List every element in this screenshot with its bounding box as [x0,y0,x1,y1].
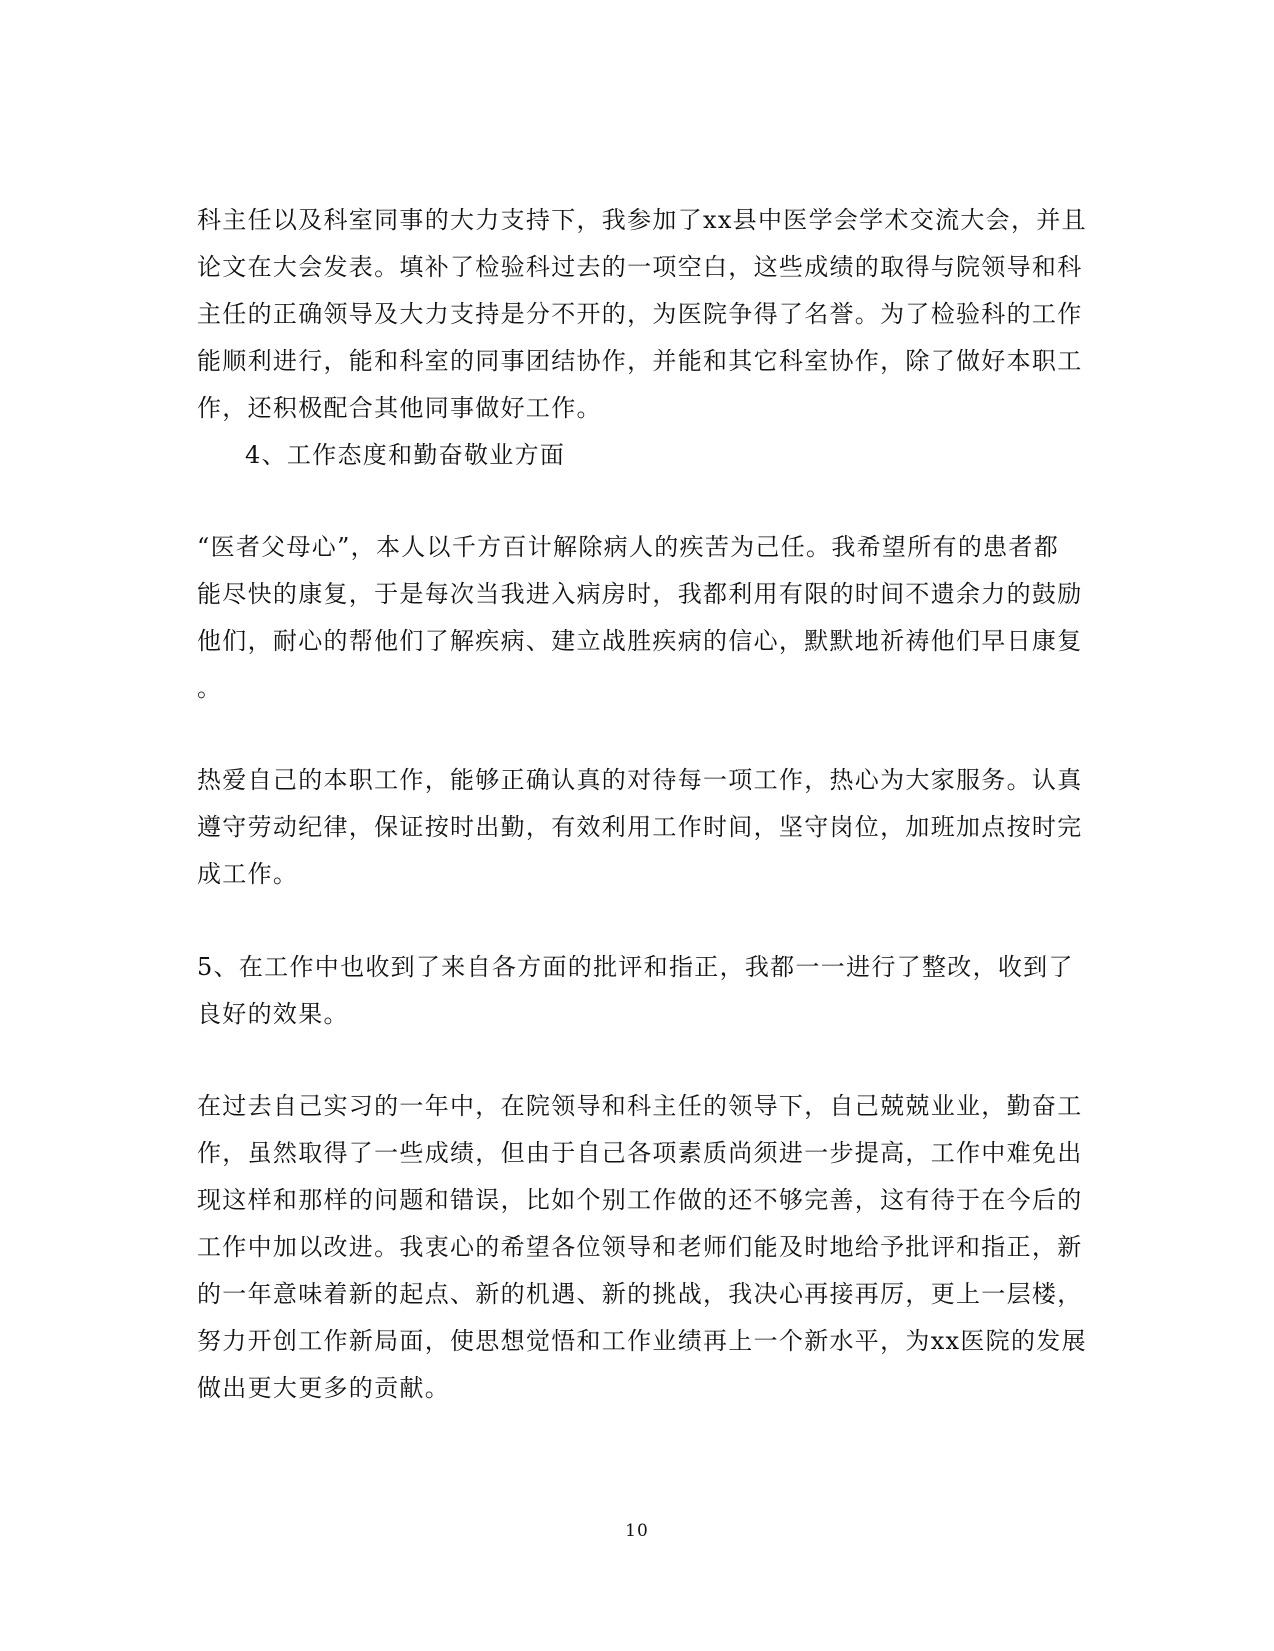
paragraph-2-line-1: “医者父母心”，本人以千方百计解除病人的疾苦为己任。我希望所有的患者都 [197,533,1060,561]
paragraph-3-line-3: 成工作。 [197,860,299,888]
paragraph-5-line-1: 在过去自己实习的一年中，在院领导和科主任的领导下，自己兢兢业业，勤奋工 [197,1092,1083,1120]
page-number: 10 [625,1521,649,1541]
paragraph-1-line-3: 主任的正确领导及大力支持是分不开的，为医院争得了名誉。为了检验科的工作 [197,300,1083,328]
paragraph-1-line-5: 作，还积极配合其他同事做好工作。 [197,394,602,422]
paragraph-5-line-5: 的一年意味着新的起点、新的机遇、新的挑战，我决心再接再厉，更上一层楼， [197,1280,1083,1308]
paragraph-2-line-3: 他们，耐心的帮他们了解疾病、建立战胜疾病的信心，默默地祈祷他们早日康复 [197,627,1083,655]
section-heading-4: 4、工作态度和勤奋敬业方面 [245,441,566,469]
paragraph-5-line-2: 作，虽然取得了一些成绩，但由于自己各项素质尚须进一步提高，工作中难免出 [197,1139,1083,1167]
paragraph-1-line-1: 科主任以及科室同事的大力支持下，我参加了xx县中医学会学术交流大会，并且 [197,206,1087,234]
paragraph-2-line-4: 。 [197,674,223,702]
paragraph-5-line-7: 做出更大更多的贡献。 [197,1374,450,1402]
paragraph-5-line-6: 努力开创工作新局面，使思想觉悟和工作业绩再上一个新水平，为xx医院的发展 [197,1327,1087,1355]
paragraph-3-line-2: 遵守劳动纪律，保证按时出勤，有效利用工作时间，坚守岗位，加班加点按时完 [197,813,1083,841]
paragraph-4-line-2: 良好的效果。 [197,1000,349,1028]
paragraph-2-line-2: 能尽快的康复，于是每次当我进入病房时，我都利用有限的时间不遗余力的鼓励 [197,580,1083,608]
paragraph-1-line-2: 论文在大会发表。填补了检验科过去的一项空白，这些成绩的取得与院领导和科 [197,253,1083,281]
paragraph-3-line-1: 热爱自己的本职工作，能够正确认真的对待每一项工作，热心为大家服务。认真 [197,766,1083,794]
paragraph-1-line-4: 能顺利进行，能和科室的同事团结协作，并能和其它科室协作，除了做好本职工 [197,347,1083,375]
paragraph-4-line-1: 5、在工作中也收到了来自各方面的批评和指正，我都一一进行了整改，收到了 [197,953,1074,981]
paragraph-5-line-4: 工作中加以改进。我衷心的希望各位领导和老师们能及时地给予批评和指正，新 [197,1233,1083,1261]
paragraph-5-line-3: 现这样和那样的问题和错误，比如个别工作做的还不够完善，这有待于在今后的 [197,1186,1083,1214]
